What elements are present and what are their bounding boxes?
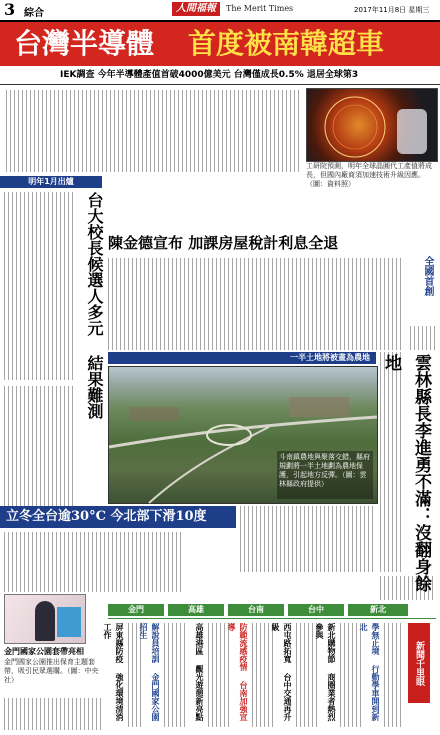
regional-text (252, 623, 276, 727)
tab-tainan[interactable]: 台南 (228, 604, 284, 616)
wafer-photo (306, 88, 438, 162)
village-block (289, 397, 349, 417)
side-story-text-lower (4, 386, 74, 506)
wafer-hand (397, 109, 427, 154)
regional-headline: 高雄港區 觀光遊憩新亮點 (195, 623, 205, 721)
poster-board (57, 607, 81, 637)
side-banner-text: 明年1月出爐 (28, 177, 74, 186)
lead-headline-band (0, 22, 440, 66)
regional-headline: 屏東縣防疫 強化環境清消工作 (103, 623, 125, 721)
tab-kinmen[interactable]: 金門 (108, 604, 164, 616)
lead-headline-part1: 台灣半導體 (14, 27, 155, 60)
aerial-banner (108, 352, 376, 364)
regional-label: 新聞千里眼 (408, 623, 430, 703)
wafer-ring (333, 105, 377, 149)
weather-band (0, 506, 236, 528)
side-banner (0, 176, 102, 188)
weather-story-text (4, 532, 184, 592)
regional-text (164, 623, 188, 727)
kinmen-photo (4, 594, 86, 644)
aerial-photo (108, 366, 378, 504)
regional-tab-row (108, 604, 408, 616)
mid-story-text (240, 506, 376, 572)
yunlin-story-text (380, 352, 404, 572)
person-figure (35, 601, 55, 641)
aerial-caption: 斗南鎮農地與聚落交錯，縣府規劃將一半土地劃為農地保護，引起地方反彈。（圖：雲林縣政府提供） (277, 451, 373, 499)
tax-story-text (108, 258, 404, 350)
tax-story-text-right (410, 326, 436, 350)
kinmen-caption: 金門國家公園套帶亮相 (4, 647, 84, 656)
regional-text (384, 623, 404, 727)
divider-line (0, 84, 440, 85)
paper-name: 人間福報 (176, 3, 216, 14)
wafer-graphic (307, 89, 437, 161)
tab-taichung[interactable]: 台中 (288, 604, 344, 616)
aerial-banner-text: 一半土地將被畫為農地 (290, 353, 370, 362)
regional-headline: 學無止境 行動學車開到新北 (359, 623, 381, 721)
regional-headline: 新北購物節 商圈業者熱烈參與 (315, 623, 337, 721)
page-number: 3 (4, 0, 16, 19)
regional-headline: 防範流感疫情 台南加強宣導 (227, 623, 249, 721)
tax-headline: 陳金德宣布 加課房屋稅計利息全退 (108, 234, 339, 252)
kinmen-detail: 金門國家公園推出保育主題套帶，吸引民眾選購。（圖：中央社） (4, 658, 99, 684)
interchange (207, 425, 251, 445)
side-story-text-upper (4, 192, 74, 380)
regional-headline: 西屯路拓寬 台中交通再升級 (271, 623, 293, 721)
bottom-left-text (4, 698, 104, 730)
paper-logo (172, 2, 220, 16)
masthead (0, 0, 440, 22)
paper-name-en: The Merit Times (226, 4, 294, 13)
regional-text (208, 623, 232, 727)
issue-date: 2017年11月8日 星期三 (354, 6, 430, 14)
section-label: 綜合 (24, 8, 44, 19)
weather-headline: 立冬全台逾30°C 今北部下滑10度 (6, 509, 207, 524)
lead-subhead: IEK調查 今年半導體產值首破4000億美元 台灣僅成長0.5% 退居全球第3 (60, 70, 359, 80)
lead-body-text (6, 90, 302, 172)
regional-headline: 解說員培訓 金門國家公園招生 (139, 623, 161, 721)
wafer-caption: 工研院預測，明年全球晶圓代工產值將成長，但國內廠商須加速技術升級因應。（圖：資料照） (306, 162, 432, 188)
village-block (129, 407, 179, 421)
yunlin-headline: 雲林縣長李進勇不滿：沒翻身餘地 (381, 354, 431, 592)
side-headline: 台大校長候選人多元 結果難測 (85, 192, 104, 419)
yunlin-story-text-lower (380, 576, 436, 600)
regional-section (103, 618, 436, 731)
regional-text (340, 623, 364, 727)
tab-kaohsiung[interactable]: 高雄 (168, 604, 224, 616)
tab-new-taipei[interactable]: 新北 (348, 604, 408, 616)
lead-headline-part2: 首度被南韓超車 (188, 27, 385, 60)
tax-kicker: 全國首創 (422, 256, 433, 296)
wafer-disc (325, 97, 385, 157)
